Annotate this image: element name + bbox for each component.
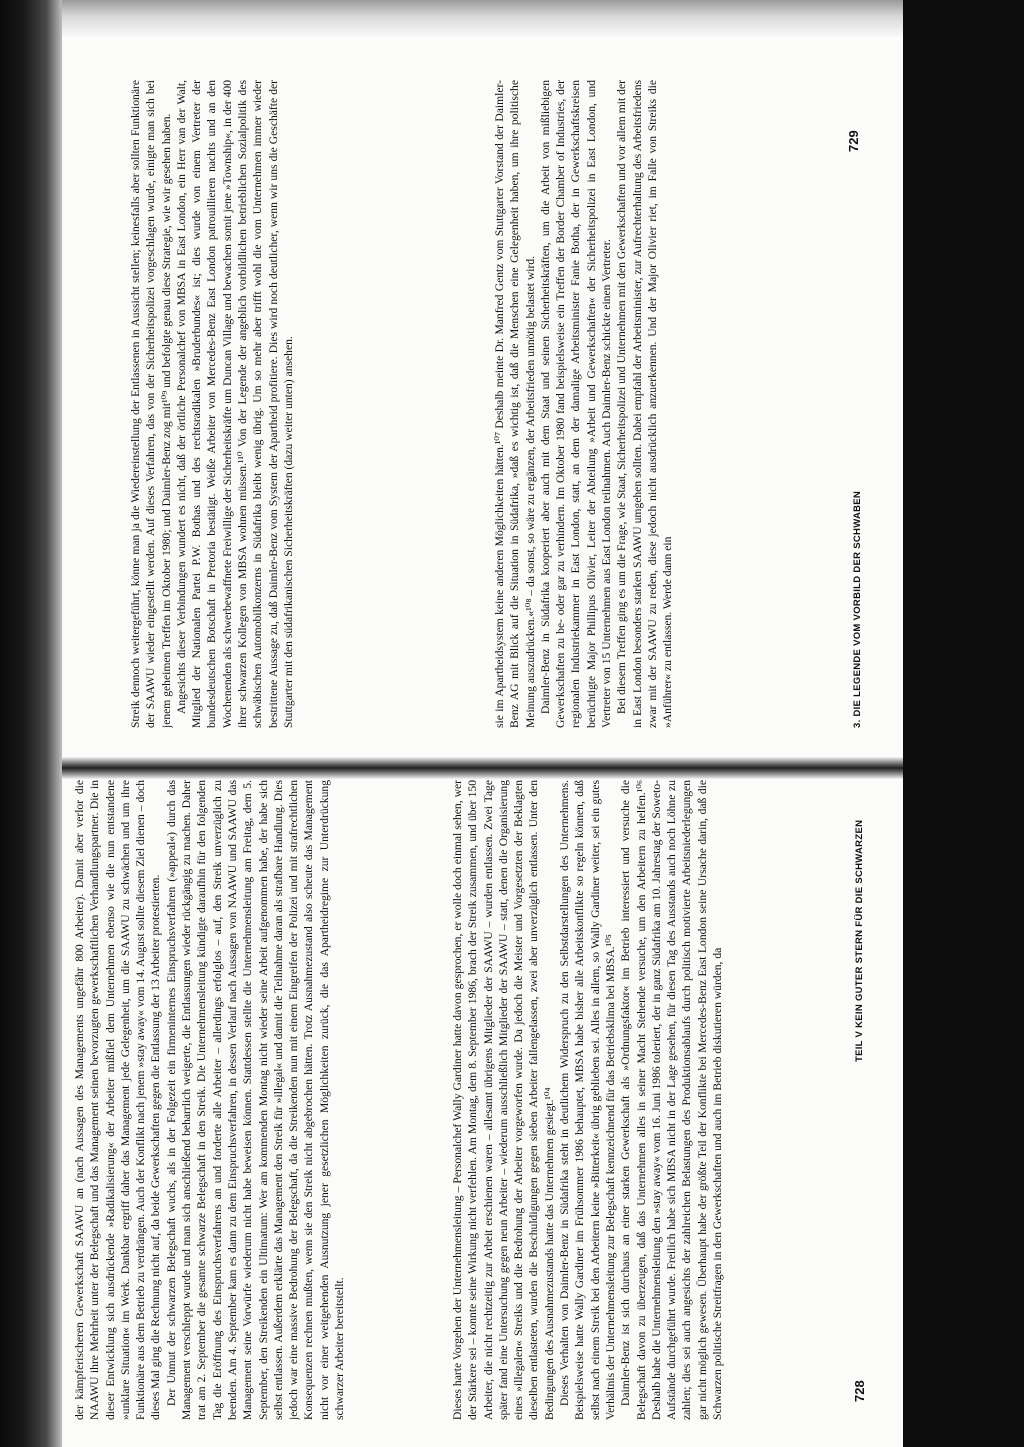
page-number: 729 [846,130,861,152]
paragraph: der kämpferischeren Gewerkschaft SAAWU an (nach Aussagen des Managements ungefähr 800 Arbeiter). Damit aber verlor die NAAWU ihre Mehrheit unter der Belegschaft und das Management seinen bevorzugten gewerkschaftlichen Verhandlungspartner. Die in dieser Entwicklung sich ausdrückende »Radikalisierung« der Arbeiter mißfiel dem Unternehmen ebenso wie die nun entstandene »unklare Situation« im Werk. Dankbar ergriff daher das Management jede Gelegenheit, um die SAAWU zu schwächen und um ihre Funktionäre aus dem Betrieb zu verdrängen. Auch der Konflikt nach jenem »stay away« vom 14. August sollte diesem Ziel dienen – doch dieses Mal ging die Rechnung nicht auf, da beide Gewerkschaften gegen die Entlassung der 13 Arbeiter protestierten. [73,780,163,1420]
paragraph: Dieses Verhalten von Daimler-Benz in Südafrika steht in deutlichem Widerspruch zu den Selbstdarstellungen des Unternehmens. Beispielsweise hatte Wally Gardiner im Frühsommer 1986 behauptet, MBSA habe bisher alle Arbeitskonflikte so regeln können, daß selbst nach einem Streik bei den Arbeitern keine »Bitterkeit« übrig geblieben sei. Alles in allem, so Wally Gardiner weiter, sei ein gutes Verhältnis der Unternehmensleitung zur Belegschaft kennzeichnend für das Betriebsklima bei MBSA.¹⁰⁵ [558,780,617,1420]
paragraph: Daimler-Benz in Südafrika kooperiert aber auch mit dem Staat und seinen Sicherheitskräften, um die Arbeit von mißliebigen Gewerkschaften zu be- oder gar zu verhindern. Im Oktober 1980 fand beispielsweise ein Treffen der Border Chamber of Industries, der regionalen Industriekammer in East London, statt, an dem der damalige Arbeitsminister Fanie Botha, der in Gewerkschaftskreisen berüchtigte Major Phillipus Olivier, Leiter der Abteilung »Arbeit und Gewerkschaften« der Sicherheitspolizei in East London, und Vertreter von 15 Unternehmen aus East London teilnahmen. Auch Daimler-Benz schickte einen Vertreter. [538,80,614,728]
running-head: 3. DIE LEGENDE VOM VORBILD DER SCHWABEN [852,490,863,728]
scan-dark-margin [903,0,1024,1447]
scan-top-shadow [62,0,903,40]
page-729-column-1 [492,80,824,728]
paragraph: Bei diesem Treffen ging es um die Frage, wie Staat, Sicherheitspolizei und Unternehmen mit den Gewerkschaften und vor allem mit der in East London besonders starken SAAWU umgehen sollten. Dabei empfahl der Arbeitsminister, zur Aufrechterhaltung des Arbeitsfriedens zwar mit der SAAWU zu reden, diese jedoch nicht ausdrücklich anzuerkennen. Und der Major Olivier riet, im Falle von Streiks die »Anführer« zu entlassen. Werde dann ein [615,80,675,728]
book-gutter [62,757,903,779]
page-729-column-2 [128,80,480,728]
paragraph: Dieses harte Vorgehen der Unternehmensleitung – Personalchef Wally Gardiner hatte davon gesprochen, er wolle doch einmal sehen, wer der Stärkere sei – konnte seine Wirkung nicht verfehlen. Am Montag, dem 8. September 1986, brach der Streik zusammen, und über 150 Arbeiter, die nicht rechtzeitig zur Arbeit erschienen waren – allesamt übrigens Mitglieder der SAAWU – wurden entlassen. Zwei Tage später fand eine Untersuchung gegen neun Arbeiter – wiederum ausschließlich Mitglieder der SAAWU – statt, denen die Organisierung eines »illegalen« Streiks und die Bedrohung der Arbeiter vorgeworfen wurde. Da jedoch die Meister und Vorgesetzten der Beklagten dieselben entlasteten, wurden die Beschuldigungen gegen sieben Arbeiter fallengelassen, zwei aber unverzüglich entlassen. Unter den Bedingungen des Ausnahmezustands hatte das Unternehmen gesiegt.¹⁰⁴ [451,780,556,1420]
page-728-column-2 [450,780,828,1420]
paragraph: Angesichts dieser Verbindungen wundert es nicht, daß der örtliche Personalchef von MBSA in East London, ein Herr van der Walt, Mitglied der Nationalen Partei P.W. Bothas und des rechtsradikalen »Bruderbundes« ist; dies wurde von einem Vertreter der bundesdeutschen Botschaft in Pretoria bestätigt. Weiße Arbeiter von Mercedes-Benz East London patrouillieren nachts und an den Wochenenden als schwerbewaffnete Freiwillige der Sicherheitskräfte um Duncan Village und bewachen somit jene »Township«, in der 400 ihrer schwarzen Kollegen von MBSA wohnen müssen.¹¹⁰ Von der Legende der angeblich vorbildlichen betrieblichen Sozialpolitik des schwäbischen Automobilkonzerns in Südafrika bleibt wenig übrig. Um so mehr aber trifft wohl die vom Unternehmen immer wieder bestrittene Aussage zu, daß Daimler-Benz vom System der Apartheid profitiere. Dies wird noch deutlicher, wenn wir uns die Geschäfte der Stuttgarter mit den südafrikanischen Sicherheitskräften (dazu weiter unten) ansehen. [174,80,295,728]
page-728-column-1 [72,780,402,1420]
paragraph: Daimler-Benz ist sich durchaus an einer starken Gewerkschaft als »Ordnungsfaktor« im Betrieb interessiert und versuche die Belegschaft davon zu überzeugen, daß das Unternehmen alles in seiner Macht Stehende versuche, um den Arbeitern zu helfen.¹⁰⁶ Deshalb habe die Unternehmensleitung den »stay away« vom 16. Juni 1986 toleriert, der in ganz Südafrika am 10. Jahrestag der Soweto-Aufstände durchgeführt wurde. Freilich habe sich MBSA nicht in der Lage gesehen, für diesen Tag des Ausstands auch noch Löhne zu zahlen; dies sei auch angesichts der zahlreichen Belastungen des Produktionsablaufs durch politisch motivierte Arbeitsniederlegungen gar nicht möglich gewesen. Überhaupt habe der größte Teil der Konflikte bei Mercedes-Benz East London seine Ursache darin, daß die Schwarzen politische Streitfragen in den Gewerkschaften und auch im Betrieb diskutieren würden, da [619,780,725,1420]
scan-binding-edge [0,0,62,1447]
running-head: TEIL V KEIN GUTER STERN FÜR DIE SCHWARZEN [854,819,865,1062]
paragraph: sie im Apartheidsystem keine anderen Möglichkeiten hätten.¹⁰⁷ Deshalb meinte Dr. Manfred Gentz vom Stuttgarter Vorstand der Daimler-Benz AG mit Blick auf die Situation in Südafrika, »daß es wichtig ist, daß die Menschen eine Gelegenheit haben, um ihre politische Meinung auszudrücken.«¹⁰⁸ – da sonst, so wäre zu ergänzen, der Arbeitsfrieden unnötig belastet wird. [493,80,537,728]
page-number: 728 [852,1380,867,1402]
paragraph: Streik dennoch weitergeführt, könne man ja die Wiedereinstellung der Entlassenen in Aussicht stellen; keinesfalls aber sollten Funktionäre der SAAWU wieder eingestellt werden. Auf dieses Verfahren, das von der Sicherheitspolizei vorgeschlagen wurde, einigte man sich bei jenem geheimen Treffen im Oktober 1980; und Daimler-Benz zog mit¹⁰⁹ und befolgte genau diese Strategie, wie wir gesehen haben. [129,80,173,728]
paragraph: Der Unmut der schwarzen Belegschaft wuchs, als in der Folgezeit ein firmeninternes Einspruchsverfahren (»appeal«) durch das Management verschleppt wurde und man sich anschließend beharrlich weigerte, die Entlassungen wieder rückgängig zu machen. Daher trat am 2. September die gesamte schwarze Belegschaft in den Streik. Die Unternehmensleitung kündigte daraufhin für den folgenden Tag die Eröffnung des Einspruchsverfahrens an und forderte alle Arbeiter – allerdings erfolglos – auf, den Streik unverzüglich zu beenden. Am 4. September kam es dann zu dem Einspruchsverfahren, in dessen Verlauf nach Aussagen von NAAWU und SAAWU das Management seine Vorwürfe wiederum nicht habe beweisen können. Stattdessen stellte die Unternehmensleitung am Freitag, dem 5. September, den Streikenden ein Ultimatum: Wer am kommenden Montag nicht wieder seine Arbeit aufgenommen habe, der habe sich selbst entlassen. Außerdem erklärte das Management den Streik für »illegal« und damit die Teilnahme daran als strafbare Handlung. Dies jedoch war eine massive Bedrohung der Belegschaft, da die Streikenden nun mit einem Eingreifen der Polizei und mit strafrechtlichen Konsequenzen rechnen mußten, wenn sie den Streik nicht abgebrochen hätten. Trotz Ausnahmezustand also scheute das Management nicht vor einer weitgehenden Ausnutzung jener gesetzlichen Möglichkeiten zurück, die das Apartheidregime zur Unterdrückung schwarzer Arbeiter bereitstellt. [164,780,347,1420]
